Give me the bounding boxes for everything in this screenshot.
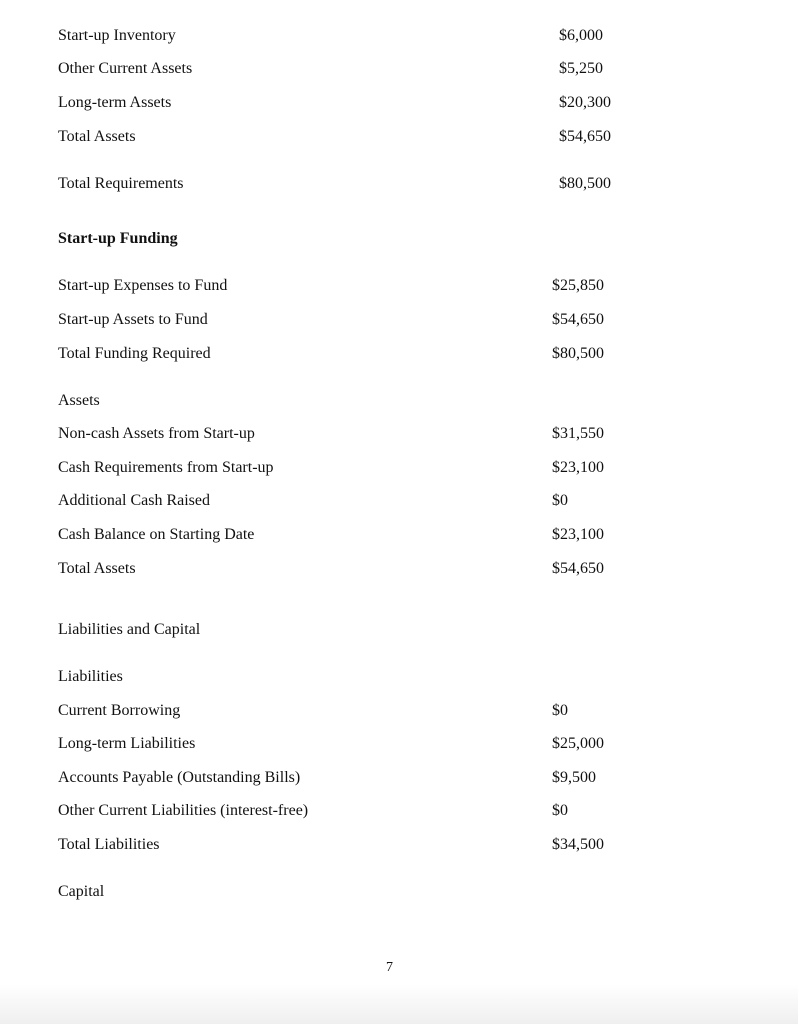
section-heading: Start-up Funding [58,230,178,247]
row-label: Total Funding Required [58,345,211,362]
row-label: Start-up Inventory [58,27,176,44]
row-value: $23,100 [552,459,604,476]
page-bottom-shadow [0,984,798,1024]
section-heading: Liabilities [58,668,123,685]
row-value: $5,250 [559,60,603,77]
row-value: $6,000 [559,27,603,44]
row-value: $80,500 [559,175,611,192]
row-label: Other Current Assets [58,60,193,77]
page-number: 7 [386,960,393,975]
row-value: $25,850 [552,277,604,294]
row-value: $9,500 [552,769,596,786]
row-value: $34,500 [552,836,604,853]
row-label: Total Assets [58,128,136,145]
row-label: Accounts Payable (Outstanding Bills) [58,769,301,786]
row-value: $0 [552,802,568,819]
row-value: $31,550 [552,425,604,442]
section-heading: Liabilities and Capital [58,621,201,638]
row-label: Long-term Assets [58,94,172,111]
row-label: Non-cash Assets from Start-up [58,425,255,442]
row-label: Total Assets [58,560,136,577]
row-label: Current Borrowing [58,702,181,719]
row-value: $80,500 [552,345,604,362]
row-label: Cash Requirements from Start-up [58,459,274,476]
row-value: $54,650 [552,560,604,577]
row-label: Long-term Liabilities [58,735,196,752]
section-heading: Capital [58,883,105,900]
row-value: $20,300 [559,94,611,111]
row-label: Cash Balance on Starting Date [58,526,255,543]
row-value: $23,100 [552,526,604,543]
row-value: $0 [552,492,568,509]
row-label: Additional Cash Raised [58,492,210,509]
row-value: $25,000 [552,735,604,752]
row-label: Total Requirements [58,175,184,192]
row-label: Start-up Expenses to Fund [58,277,228,294]
row-label: Start-up Assets to Fund [58,311,208,328]
row-label: Other Current Liabilities (interest-free) [58,802,309,819]
row-value: $54,650 [559,128,611,145]
row-value: $54,650 [552,311,604,328]
row-value: $0 [552,702,568,719]
section-heading: Assets [58,392,100,409]
row-label: Total Liabilities [58,836,160,853]
